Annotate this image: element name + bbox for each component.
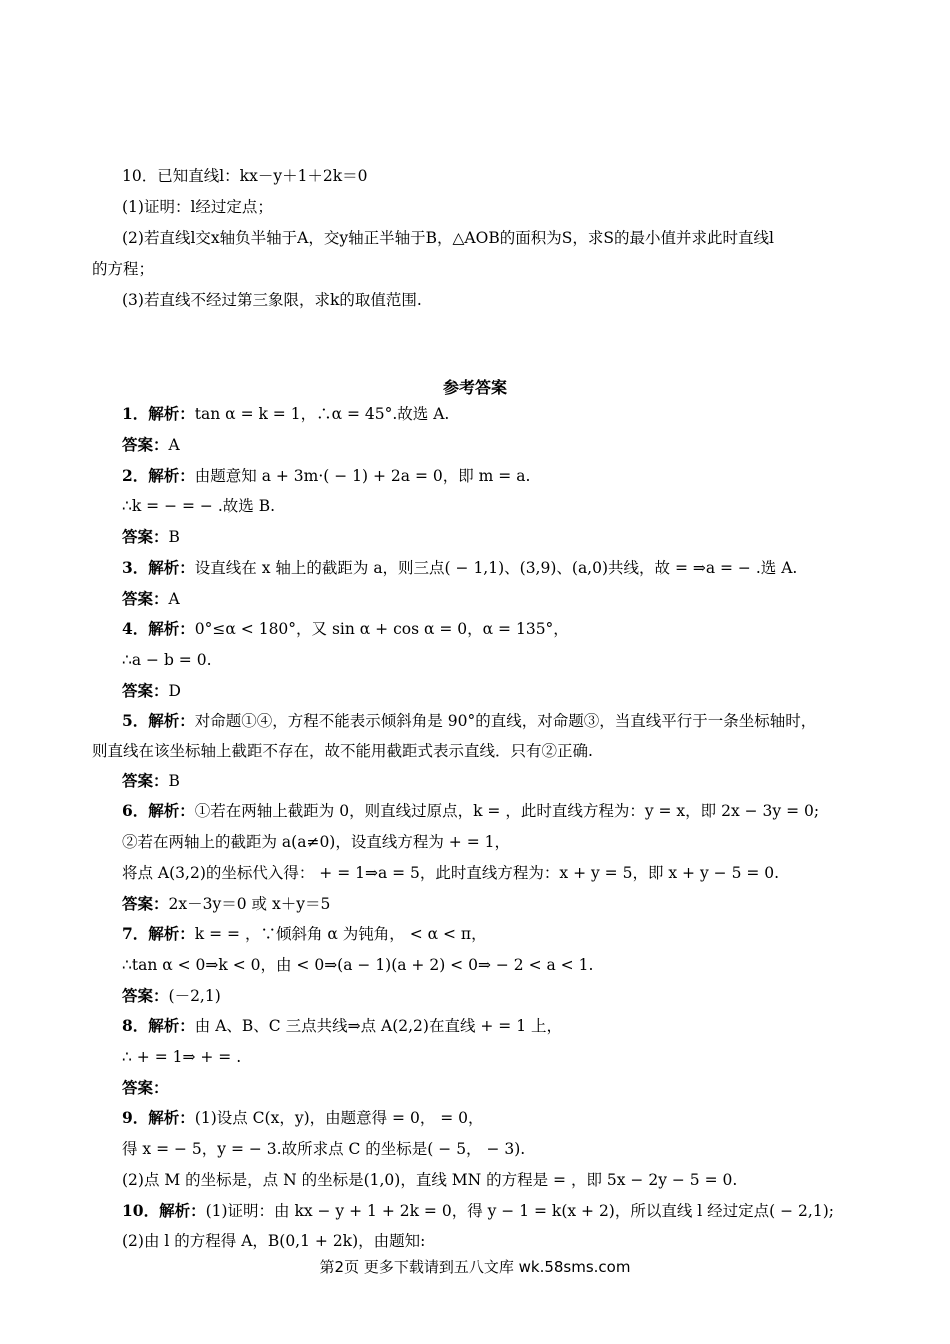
answer-line: 答案：B	[122, 771, 180, 790]
answer-line: 6．解析：①若在两轴上截距为 0，则直线过原点，k = ，此时直线方程为：y = x，即 2x − 3y = 0;	[122, 801, 820, 820]
problem-10-stem: 10．已知直线l：kx－y＋1＋2k＝0	[122, 167, 368, 185]
answer-line: 将点 A(3,2)的坐标代入得： + = 1⇒a = 5，此时直线方程为：x + y = 5，即 x + y − 5 = 0.	[122, 864, 780, 882]
answer-line: 3．解析：设直线在 x 轴上的截距为 a，则三点( − 1,1)、(3,9)、(a,0)共线，故 = ⇒a = − .选 A.	[122, 558, 798, 577]
answer-line: 5．解析：对命题①④，方程不能表示倾斜角是 90°的直线，对命题③，当直线平行于一条坐标轴时，	[122, 711, 817, 730]
answer-line: 1．解析：tan α = k = 1，∴α = 45°.故选 A.	[122, 404, 450, 423]
problem-10-part-2-cont: 的方程；	[92, 260, 155, 278]
answer-line: 2．解析：由题意知 a + 3m·( − 1) + 2a = 0，即 m = a.	[122, 466, 531, 485]
answer-line: ②若在两轴上的截距为 a(a≠0)，设直线方程为 + = 1，	[122, 833, 510, 851]
answer-line: ∴ + = 1⇒ + = .	[122, 1048, 242, 1066]
problem-10-part-2: (2)若直线l交x轴负半轴于A，交y轴正半轴于B，△AOB的面积为S，求S的最小值并求此时直线l	[122, 229, 774, 247]
problem-10-part-3: (3)若直线不经过第三象限，求k的取值范围.	[122, 291, 422, 309]
answer-line: 答案：A	[122, 435, 180, 454]
answer-line: ∴tan α < 0⇒k < 0，由 < 0⇒(a − 1)(a + 2) < 0⇒ − 2 < a < 1.	[122, 956, 594, 974]
answer-line: 答案：(－2,1)	[122, 986, 221, 1005]
answer-line: 答案：D	[122, 681, 181, 700]
answer-line: (2)点 M 的坐标是，点 N 的坐标是(1,0)，直线 MN 的方程是 = ，即 5x − 2y − 5 = 0.	[122, 1171, 738, 1189]
answer-line: 答案：	[122, 1078, 169, 1097]
answer-line: 9．解析：(1)设点 C(x，y)，由题意得 = 0， = 0，	[122, 1108, 484, 1127]
answer-line: 8．解析：由 A、B、C 三点共线⇒点 A(2,2)在直线 + = 1 上，	[122, 1016, 562, 1035]
answer-line: 得 x = − 5，y = − 3.故所求点 C 的坐标是( − 5， − 3).	[122, 1140, 526, 1158]
answer-line: (2)由 l 的方程得 A，B(0,1 + 2k)，由题知:	[122, 1232, 426, 1250]
answer-line: 7．解析：k = = ，∵倾斜角 α 为钝角， < α < π，	[122, 924, 487, 943]
page-footer: 第2页 更多下载请到五八文库 wk.58sms.com	[319, 1258, 631, 1276]
answer-line: 10．解析：(1)证明：由 kx − y + 1 + 2k = 0，得 y − 1 = k(x + 2)，所以直线 l 经过定点( − 2,1);	[122, 1201, 834, 1220]
answers-title: 参考答案	[442, 378, 507, 397]
answer-line: 答案：B	[122, 527, 180, 546]
answer-line: ∴k = − = − .故选 B.	[122, 497, 276, 515]
answer-line: 则直线在该坐标轴上截距不存在，故不能用截距式表示直线．只有②正确.	[92, 742, 593, 760]
problem-10-part-1: (1)证明：l经过定点；	[122, 198, 273, 216]
answer-line: 答案：A	[122, 589, 180, 608]
answer-line: 答案：2x－3y＝0 或 x＋y＝5	[122, 894, 331, 913]
answer-line: 4．解析：0°≤α < 180°，又 sin α + cos α = 0，α = 135°，	[122, 619, 569, 638]
answer-line: ∴a − b = 0.	[122, 651, 212, 669]
